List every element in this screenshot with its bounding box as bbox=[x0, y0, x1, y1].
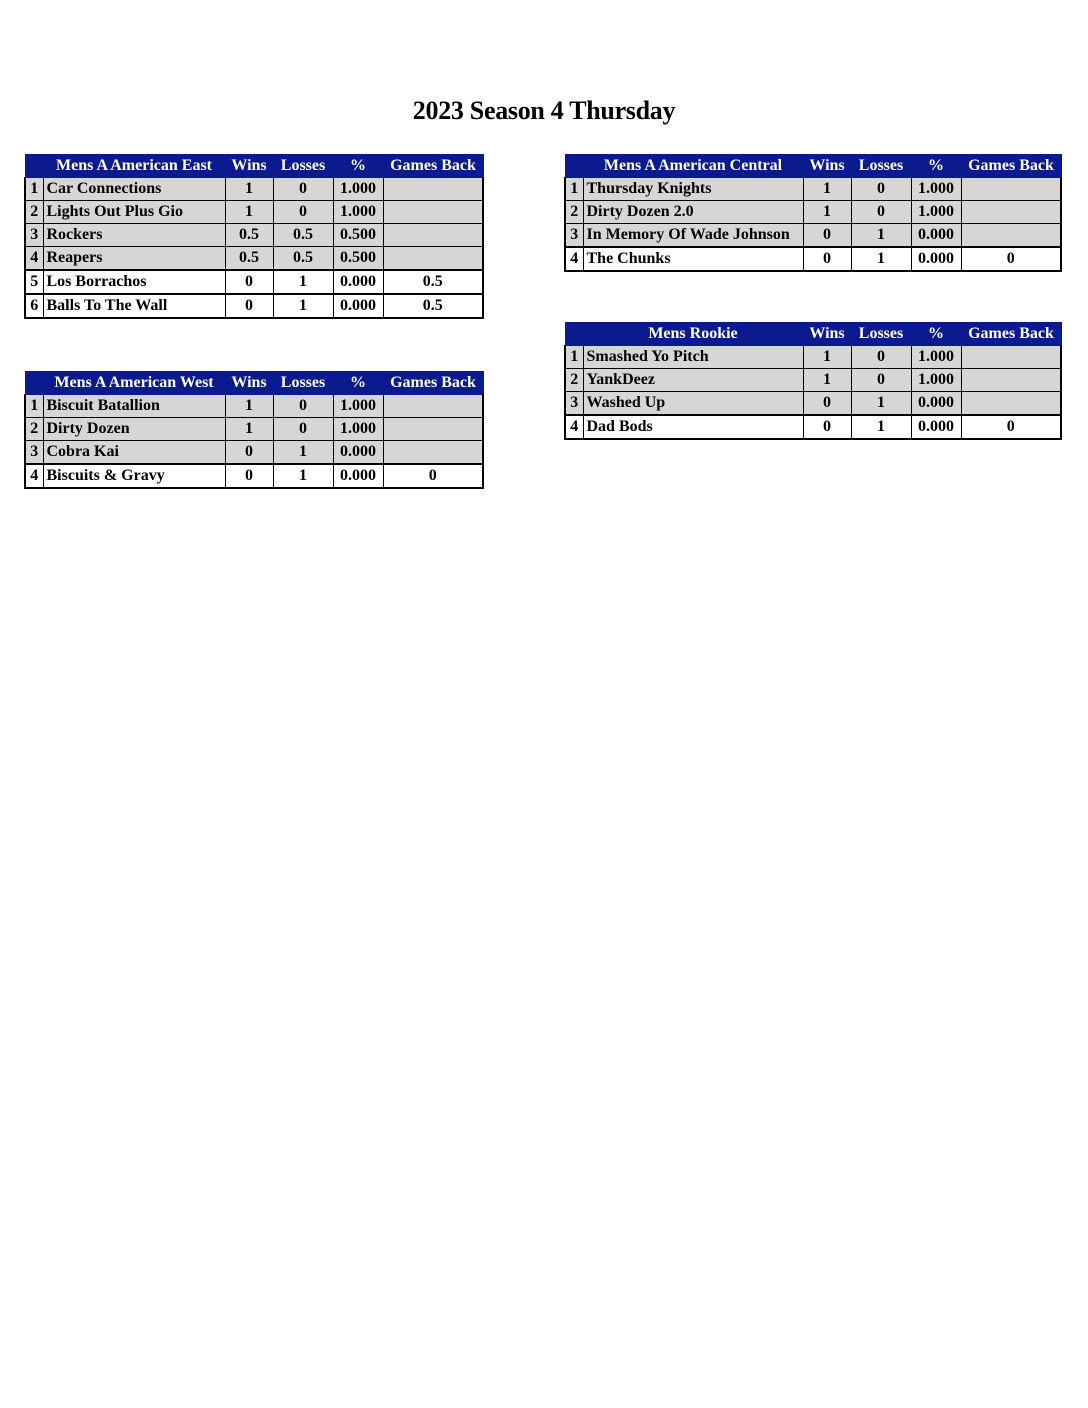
table-row bbox=[565, 369, 1061, 392]
pct-cell: 0.000 bbox=[911, 247, 961, 271]
wins-header: Wins bbox=[225, 155, 273, 178]
wins-cell: 0 bbox=[803, 247, 851, 271]
table-row bbox=[25, 247, 483, 271]
table-header-row bbox=[565, 323, 1061, 346]
wins-cell: 0.5 bbox=[225, 247, 273, 271]
losses-cell: 1 bbox=[851, 247, 911, 271]
pct-cell: 0.000 bbox=[333, 294, 383, 318]
table-row bbox=[565, 178, 1061, 201]
team-cell: YankDeez bbox=[583, 369, 803, 392]
pct-cell: 1.000 bbox=[333, 395, 383, 418]
losses-cell: 1 bbox=[273, 464, 333, 488]
games-back-cell: 0.5 bbox=[383, 294, 483, 318]
games-back-cell: 0 bbox=[383, 464, 483, 488]
team-cell: Biscuits & Gravy bbox=[43, 464, 225, 488]
wins-cell: 0 bbox=[225, 294, 273, 318]
pct-cell: 1.000 bbox=[333, 178, 383, 201]
team-cell: Cobra Kai bbox=[43, 441, 225, 465]
team-cell: Rockers bbox=[43, 224, 225, 247]
losses-cell: 0 bbox=[273, 418, 333, 441]
rank-header bbox=[565, 323, 583, 346]
pct-cell: 1.000 bbox=[911, 178, 961, 201]
rank-header bbox=[565, 155, 583, 178]
rank-cell: 2 bbox=[565, 201, 583, 224]
wins-cell: 1 bbox=[803, 201, 851, 224]
wins-cell: 0 bbox=[225, 441, 273, 465]
rank-header bbox=[25, 155, 43, 178]
games-back-header: Games Back bbox=[961, 155, 1061, 178]
table-row bbox=[25, 418, 483, 441]
table-row bbox=[25, 464, 483, 488]
wins-cell: 1 bbox=[225, 395, 273, 418]
table-row bbox=[25, 201, 483, 224]
table-header-row bbox=[25, 372, 483, 395]
pct-header: % bbox=[911, 155, 961, 178]
losses-cell: 0 bbox=[851, 369, 911, 392]
rank-cell: 1 bbox=[565, 178, 583, 201]
wins-cell: 0 bbox=[803, 415, 851, 439]
wins-cell: 0 bbox=[225, 270, 273, 294]
team-cell: In Memory Of Wade Johnson bbox=[583, 224, 803, 248]
pct-header: % bbox=[911, 323, 961, 346]
wins-cell: 1 bbox=[225, 201, 273, 224]
pct-cell: 0.500 bbox=[333, 224, 383, 247]
rank-cell: 4 bbox=[565, 247, 583, 271]
rank-cell: 6 bbox=[25, 294, 43, 318]
losses-cell: 0 bbox=[273, 178, 333, 201]
losses-cell: 1 bbox=[273, 294, 333, 318]
games-back-cell bbox=[961, 201, 1061, 224]
games-back-cell bbox=[383, 395, 483, 418]
table-row bbox=[565, 415, 1061, 439]
wins-cell: 1 bbox=[803, 346, 851, 369]
games-back-cell bbox=[961, 369, 1061, 392]
wins-cell: 1 bbox=[803, 178, 851, 201]
rank-cell: 3 bbox=[25, 224, 43, 247]
pct-cell: 0.000 bbox=[911, 224, 961, 248]
losses-header: Losses bbox=[273, 155, 333, 178]
table-row bbox=[25, 178, 483, 201]
standings-table-west bbox=[24, 371, 484, 489]
table-row bbox=[565, 392, 1061, 416]
games-back-cell bbox=[961, 224, 1061, 248]
losses-cell: 0 bbox=[273, 201, 333, 224]
pct-cell: 1.000 bbox=[333, 418, 383, 441]
team-cell: Lights Out Plus Gio bbox=[43, 201, 225, 224]
table-row bbox=[565, 224, 1061, 248]
losses-cell: 1 bbox=[851, 415, 911, 439]
pct-cell: 0.500 bbox=[333, 247, 383, 271]
rank-cell: 2 bbox=[25, 201, 43, 224]
table-row bbox=[25, 395, 483, 418]
wins-cell: 1 bbox=[225, 418, 273, 441]
team-cell: Washed Up bbox=[583, 392, 803, 416]
games-back-cell bbox=[961, 178, 1061, 201]
pct-cell: 1.000 bbox=[333, 201, 383, 224]
pct-cell: 1.000 bbox=[911, 201, 961, 224]
losses-cell: 0 bbox=[851, 346, 911, 369]
pct-cell: 0.000 bbox=[911, 415, 961, 439]
table-row bbox=[25, 441, 483, 465]
team-cell: Dad Bods bbox=[583, 415, 803, 439]
division-name: Mens A American West bbox=[43, 372, 225, 395]
games-back-cell bbox=[383, 224, 483, 247]
rank-cell: 3 bbox=[25, 441, 43, 465]
wins-cell: 0 bbox=[803, 392, 851, 416]
wins-cell: 0 bbox=[225, 464, 273, 488]
team-cell: Car Connections bbox=[43, 178, 225, 201]
table-row bbox=[565, 247, 1061, 271]
rank-cell: 1 bbox=[25, 395, 43, 418]
rank-cell: 2 bbox=[25, 418, 43, 441]
team-cell: Smashed Yo Pitch bbox=[583, 346, 803, 369]
pct-cell: 0.000 bbox=[333, 441, 383, 465]
losses-header: Losses bbox=[273, 372, 333, 395]
pct-cell: 1.000 bbox=[911, 346, 961, 369]
games-back-header: Games Back bbox=[383, 372, 483, 395]
team-cell: Dirty Dozen 2.0 bbox=[583, 201, 803, 224]
games-back-cell: 0 bbox=[961, 415, 1061, 439]
games-back-header: Games Back bbox=[383, 155, 483, 178]
games-back-cell bbox=[383, 201, 483, 224]
rank-cell: 2 bbox=[565, 369, 583, 392]
wins-header: Wins bbox=[225, 372, 273, 395]
games-back-cell bbox=[383, 178, 483, 201]
standings-table-east bbox=[24, 154, 484, 319]
losses-cell: 1 bbox=[851, 224, 911, 248]
games-back-cell bbox=[961, 346, 1061, 369]
rank-cell: 1 bbox=[25, 178, 43, 201]
team-cell: Biscuit Batallion bbox=[43, 395, 225, 418]
rank-cell: 3 bbox=[565, 224, 583, 248]
losses-cell: 0.5 bbox=[273, 247, 333, 271]
losses-cell: 0 bbox=[851, 178, 911, 201]
table-row bbox=[565, 201, 1061, 224]
team-cell: Thursday Knights bbox=[583, 178, 803, 201]
losses-cell: 1 bbox=[851, 392, 911, 416]
page-title: 2023 Season 4 Thursday bbox=[412, 96, 676, 125]
pct-cell: 0.000 bbox=[911, 392, 961, 416]
rank-cell: 4 bbox=[565, 415, 583, 439]
losses-header: Losses bbox=[851, 323, 911, 346]
losses-cell: 1 bbox=[273, 441, 333, 465]
team-cell: Los Borrachos bbox=[43, 270, 225, 294]
rank-cell: 4 bbox=[25, 247, 43, 271]
wins-header: Wins bbox=[803, 323, 851, 346]
pct-cell: 0.000 bbox=[333, 464, 383, 488]
wins-cell: 0.5 bbox=[225, 224, 273, 247]
division-name: Mens Rookie bbox=[583, 323, 803, 346]
losses-cell: 0 bbox=[273, 395, 333, 418]
rank-header bbox=[25, 372, 43, 395]
wins-cell: 1 bbox=[225, 178, 273, 201]
losses-cell: 0 bbox=[851, 201, 911, 224]
games-back-cell bbox=[383, 418, 483, 441]
team-cell: Dirty Dozen bbox=[43, 418, 225, 441]
games-back-cell bbox=[383, 441, 483, 465]
pct-header: % bbox=[333, 372, 383, 395]
table-header-row bbox=[565, 155, 1061, 178]
pct-cell: 0.000 bbox=[333, 270, 383, 294]
games-back-cell bbox=[961, 392, 1061, 416]
standings-table-rookie bbox=[564, 322, 1062, 440]
division-name: Mens A American East bbox=[43, 155, 225, 178]
games-back-cell: 0 bbox=[961, 247, 1061, 271]
table-header-row bbox=[25, 155, 483, 178]
table-row bbox=[565, 346, 1061, 369]
games-back-header: Games Back bbox=[961, 323, 1061, 346]
wins-cell: 1 bbox=[803, 369, 851, 392]
games-back-cell: 0.5 bbox=[383, 270, 483, 294]
losses-cell: 0.5 bbox=[273, 224, 333, 247]
losses-cell: 1 bbox=[273, 270, 333, 294]
division-name: Mens A American Central bbox=[583, 155, 803, 178]
losses-header: Losses bbox=[851, 155, 911, 178]
rank-cell: 4 bbox=[25, 464, 43, 488]
wins-header: Wins bbox=[803, 155, 851, 178]
table-row bbox=[25, 224, 483, 247]
pct-header: % bbox=[333, 155, 383, 178]
games-back-cell bbox=[383, 247, 483, 271]
standings-table-central bbox=[564, 154, 1062, 272]
rank-cell: 5 bbox=[25, 270, 43, 294]
team-cell: Balls To The Wall bbox=[43, 294, 225, 318]
table-row bbox=[25, 294, 483, 318]
team-cell: The Chunks bbox=[583, 247, 803, 271]
wins-cell: 0 bbox=[803, 224, 851, 248]
table-row bbox=[25, 270, 483, 294]
pct-cell: 1.000 bbox=[911, 369, 961, 392]
team-cell: Reapers bbox=[43, 247, 225, 271]
rank-cell: 1 bbox=[565, 346, 583, 369]
rank-cell: 3 bbox=[565, 392, 583, 416]
